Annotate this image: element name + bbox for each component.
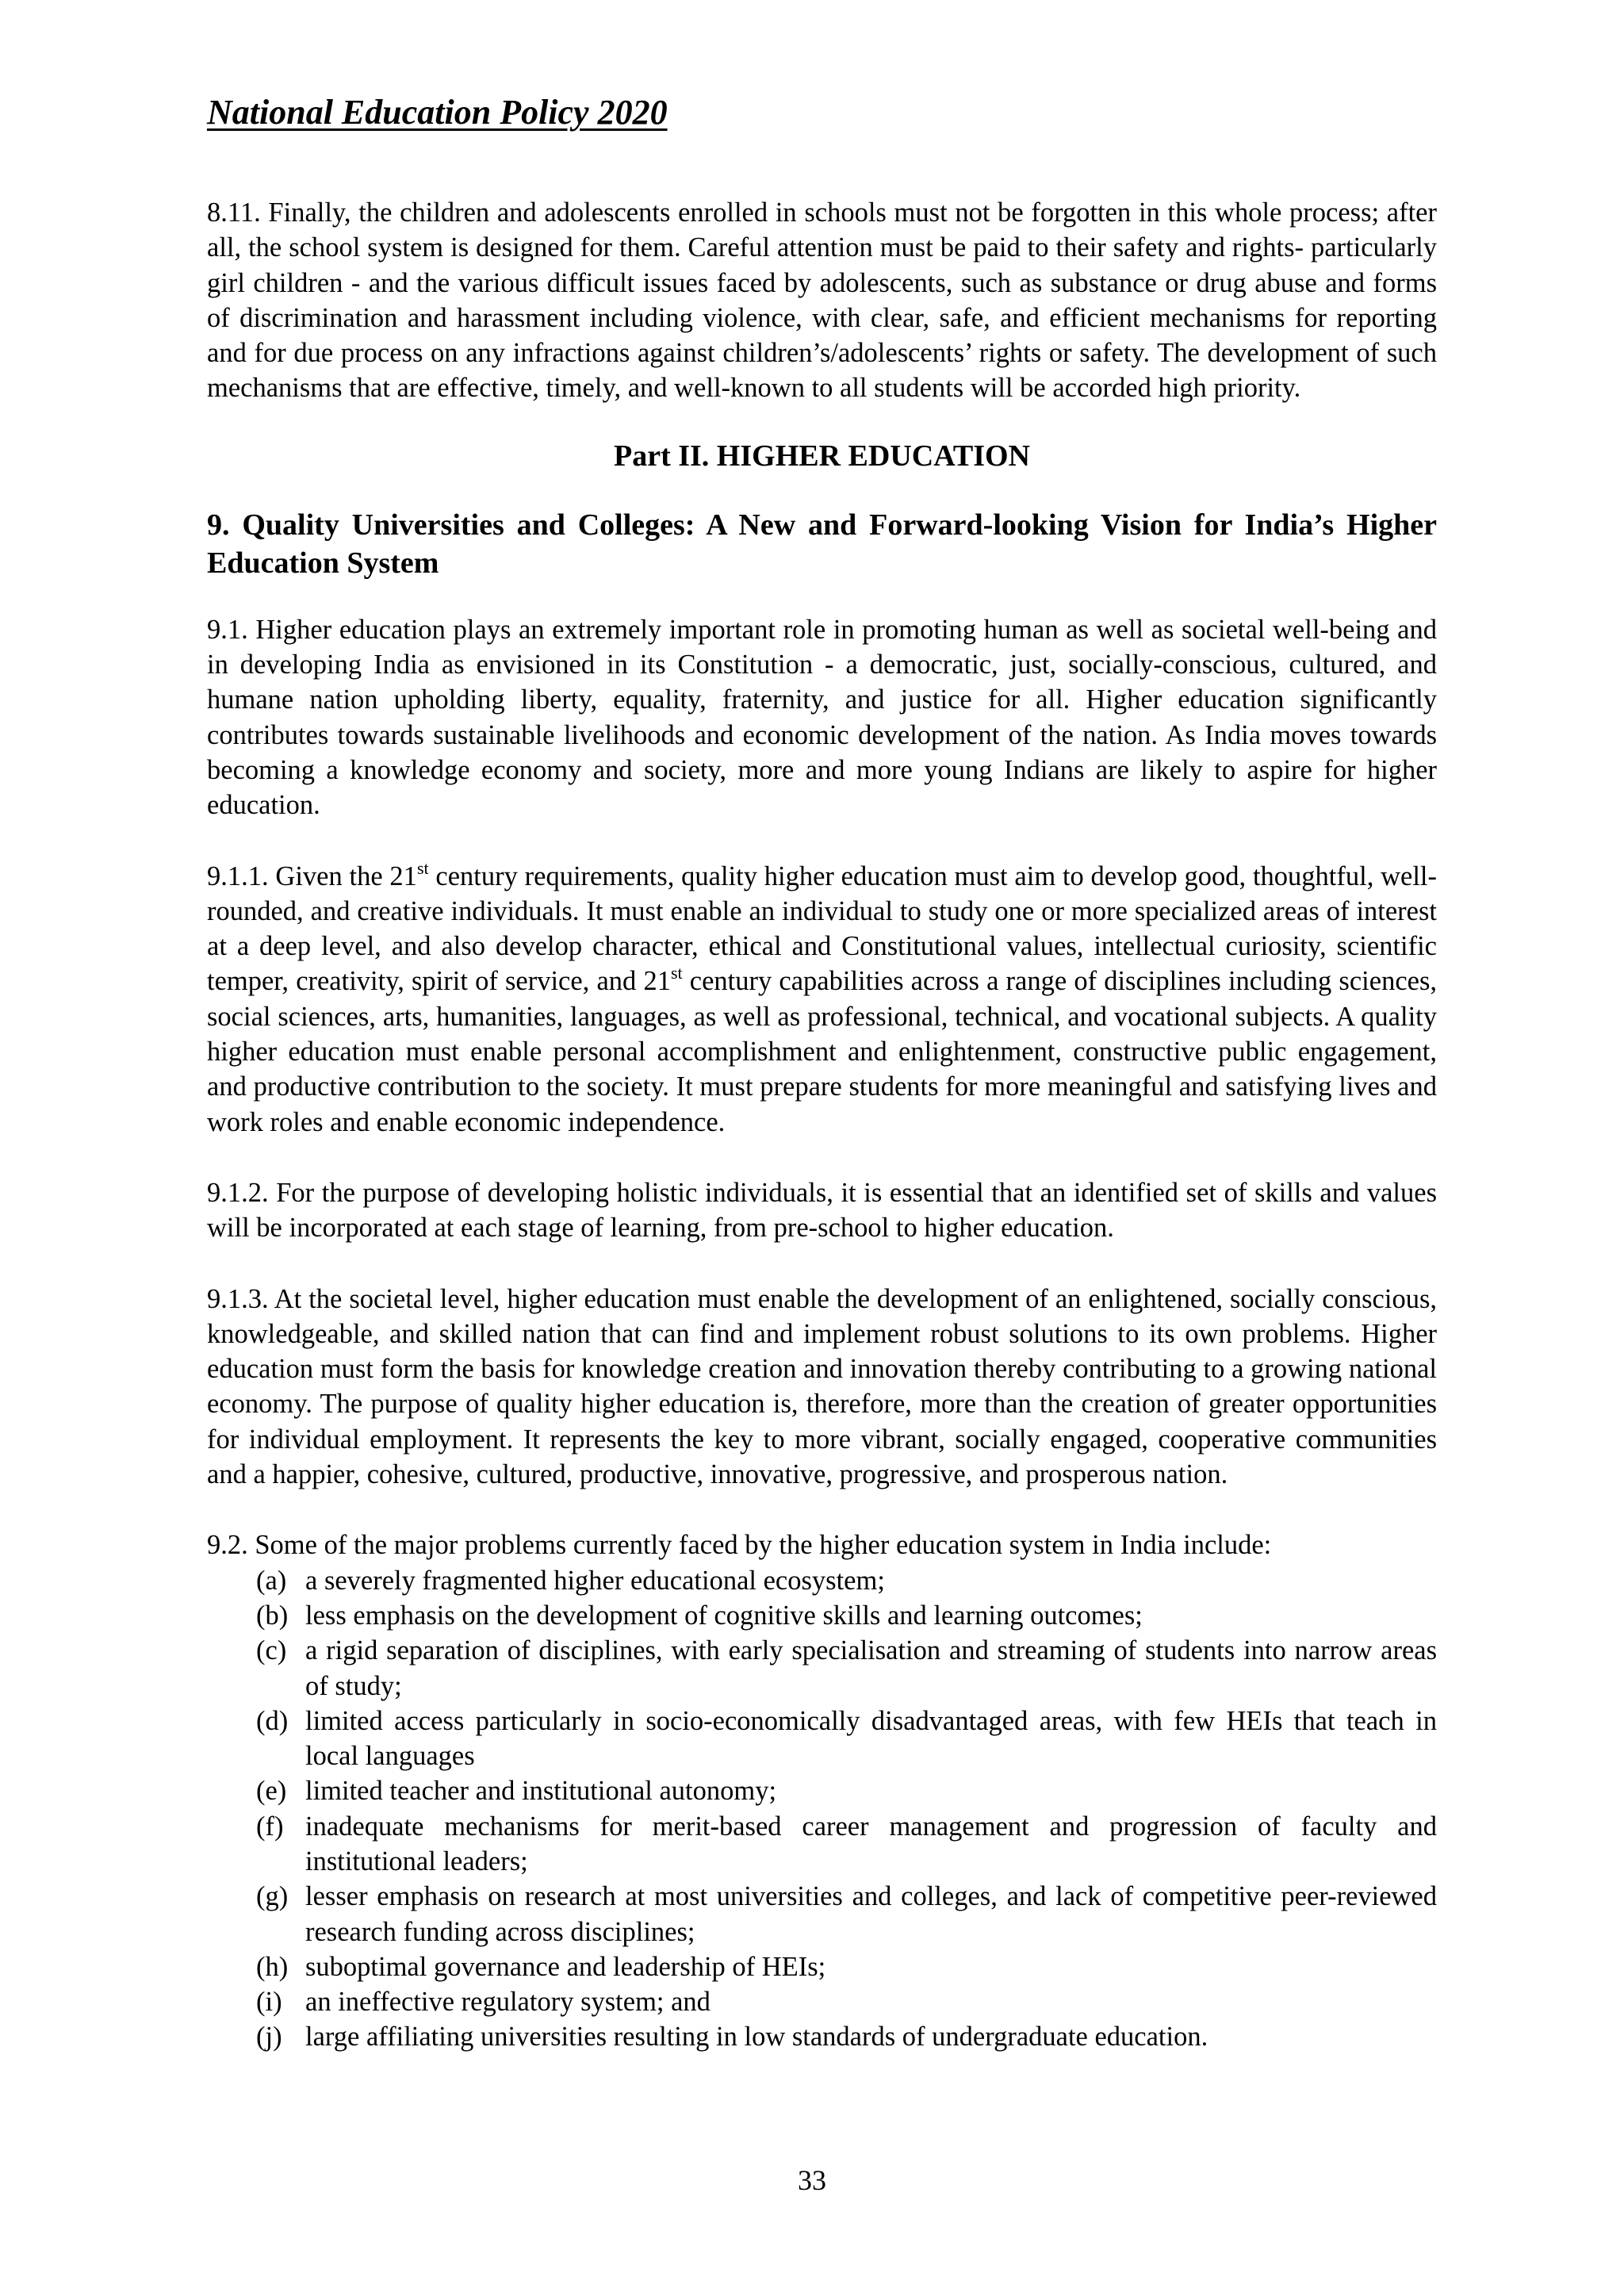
list-item-text: limited teacher and institutional autonomy;: [305, 1776, 777, 1807]
paragraph-9-2: 9.2. Some of the major problems currently faced by the higher education system in India include:: [207, 1530, 1272, 1561]
list-item: [207, 2019, 1437, 2054]
list-item-text: a severely fragmented higher educational ecosystem;: [305, 1565, 885, 1596]
list-item-label: (h): [256, 1951, 289, 1982]
paragraph-8-11: 8.11. Finally, the children and adolescents enrolled in schools must not be forgotten in this whole process; after all, the school system is designed for them. Careful attention must be paid to their safety and rights- particularly girl children - and the various difficult issues faced by adolescents, such as substance or drug abuse and forms of discrimination and harassment including violence, with clear, safe, and efficient mechanisms for reporting and for due process on any infractions against children’s/adolescents’ rights or safety. The development of such mechanisms that are effective, timely, and well-known to all students will be accorded high priority.: [207, 197, 1437, 404]
list-item: [207, 1809, 1437, 1880]
document-header-title: National Education Policy 2020: [207, 93, 668, 132]
list-item-label: (d): [256, 1705, 289, 1736]
problems-list: [207, 1563, 1437, 2055]
list-item: [207, 1984, 1437, 2019]
list-item-text: an ineffective regulatory system; and: [305, 1987, 710, 2018]
list-item-label: (j): [256, 2022, 282, 2053]
superscript-st-1: st: [416, 857, 429, 878]
paragraph-9-1: 9.1. Higher education plays an extremely important role in promoting human as well as societal well-being and in developing India as envisioned in its Constitution - a democratic, just, socially-conscious, cultured, and humane nation upholding liberty, equality, fraternity, and justice for all. Higher education significantly contributes towards sustainable livelihoods and economic development of the nation. As India moves towards becoming a knowledge economy and society, more and more young Indians are likely to aspire for higher education.: [207, 614, 1437, 821]
list-item: [207, 1598, 1437, 1633]
part-heading: Part II. HIGHER EDUCATION: [614, 439, 1030, 473]
superscript-st-2: st: [670, 963, 683, 983]
paragraph-9-1-3: 9.1.3. At the societal level, higher education must enable the development of an enlightened, socially conscious, knowledgeable, and skilled nation that can find and implement robust solutions to its own problems. Higher education must form the basis for knowledge creation and innovation thereby contributing to a growing national economy. The purpose of quality higher education is, therefore, more than the creation of greater opportunities for individual employment. It represents the key to more vibrant, socially engaged, cooperative communities and a happier, cohesive, cultured, productive, innovative, progressive, and prosperous nation.: [207, 1283, 1437, 1490]
paragraph-9-1-2: 9.1.2. For the purpose of developing holistic individuals, it is essential that an identified set of skills and values will be incorporated at each stage of learning, from pre-school to higher education.: [207, 1177, 1437, 1244]
list-item-label: (i): [256, 1987, 282, 2018]
paragraph-9-1-1: [207, 859, 1437, 1140]
list-item-label: (c): [256, 1635, 287, 1666]
list-item: [207, 1773, 1437, 1808]
list-item-label: (a): [256, 1565, 287, 1596]
document-body: [207, 195, 1437, 2055]
paragraph-9-1-1-text-b: century requirements, quality higher education must aim to develop good, thoughtful, well-rounded, and creative individuals. It must enable an individual to study one or more specialized areas of interest at a deep level, and also develop character, ethical and Constitutional values, intellectual curiosity, scientific temper, creativity, spirit of service, and 21: [207, 861, 1437, 997]
chapter-heading: 9. Quality Universities and Colleges: A New and Forward-looking Vision for India’s Higher Education System: [207, 508, 1437, 580]
list-item-text: inadequate mechanisms for merit-based career management and progression of faculty and institutional leaders;: [305, 1811, 1437, 1876]
list-item-label: (g): [256, 1881, 289, 1912]
list-item: [207, 1704, 1437, 1774]
list-item-label: (b): [256, 1600, 289, 1631]
list-item: [207, 1949, 1437, 1984]
list-item: [207, 1633, 1437, 1704]
list-item-label: (e): [256, 1776, 287, 1807]
list-item-text: suboptimal governance and leadership of HEIs;: [305, 1951, 826, 1982]
list-item-text: lesser emphasis on research at most universities and colleges, and lack of competitive peer-reviewed research funding across disciplines;: [305, 1881, 1437, 1947]
page-number: 33: [798, 2164, 826, 2196]
list-item: [207, 1879, 1437, 1949]
list-item-text: less emphasis on the development of cognitive skills and learning outcomes;: [305, 1600, 1143, 1631]
list-item-text: a rigid separation of disciplines, with early specialisation and streaming of students into narrow areas of study;: [305, 1635, 1437, 1701]
paragraph-9-1-1-text-a: 9.1.1. Given the 21: [207, 861, 417, 891]
paragraph-9-1-1-text-c: century capabilities across a range of disciplines including sciences, social sciences, arts, humanities, languages, as well as professional, technical, and vocational subjects. A quality higher education must enable personal accomplishment and enlightenment, constructive public engagement, and productive contribution to the society. It must prepare students for more meaningful and satisfying lives and work roles and enable economic independence.: [207, 966, 1437, 1137]
list-item: [207, 1563, 1437, 1598]
list-item-text: large affiliating universities resulting in low standards of undergraduate education.: [305, 2022, 1208, 2053]
list-item-text: limited access particularly in socio-economically disadvantaged areas, with few HEIs that teach in local languages: [305, 1705, 1437, 1772]
list-item-label: (f): [256, 1811, 284, 1842]
